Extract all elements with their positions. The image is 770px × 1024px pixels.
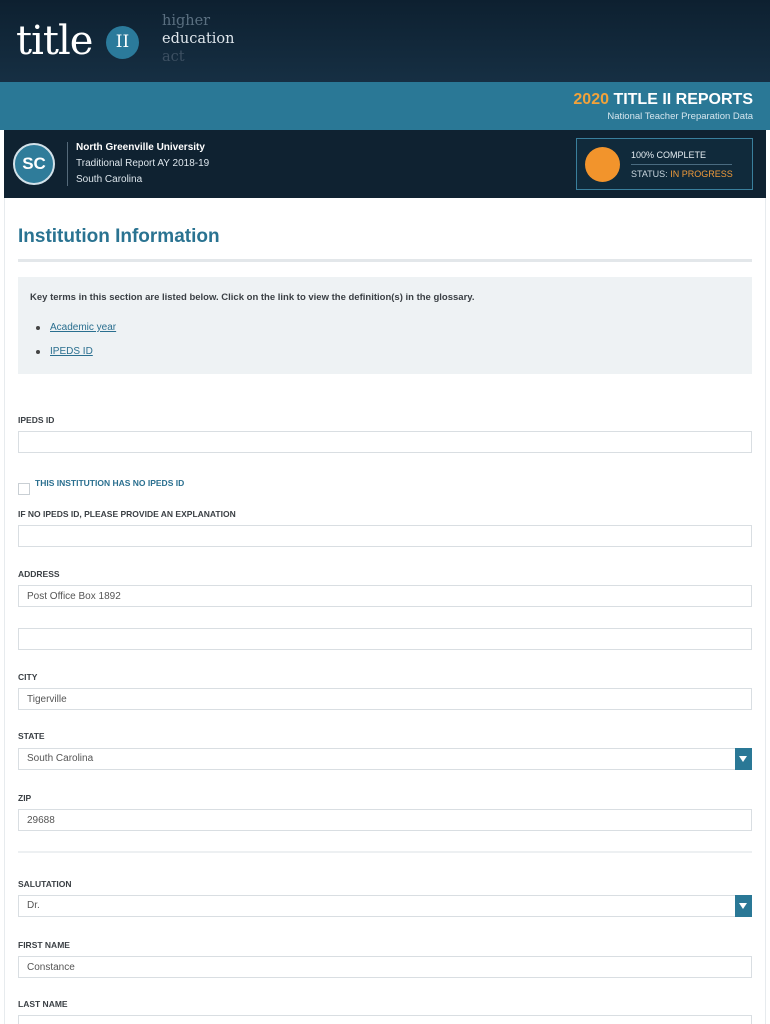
no-ipeds-checkbox-label[interactable]: THIS INSTITUTION HAS NO IPEDS ID [35, 478, 185, 488]
zip-label: ZIP [18, 793, 32, 803]
city-input[interactable] [18, 688, 752, 710]
divider [67, 142, 68, 186]
institution-name: North Greenville University [76, 142, 205, 153]
logo-subtitle [162, 12, 235, 66]
status-text [631, 169, 733, 179]
city-label: CITY [18, 672, 38, 682]
salutation-select-value: Dr. [27, 900, 40, 911]
section-divider [18, 851, 752, 853]
logo-wordmark[interactable]: title [16, 18, 93, 64]
glossary-link-academic-year[interactable]: Academic year [50, 322, 117, 333]
status-box [576, 138, 753, 190]
address-label: ADDRESS [18, 569, 60, 579]
status-divider [631, 164, 732, 165]
salutation-label: SALUTATION [18, 879, 72, 889]
chevron-down-icon[interactable] [735, 895, 752, 917]
glossary-link-ipeds-id[interactable]: IPEDS ID [50, 346, 93, 357]
progress-indicator-icon [585, 147, 620, 182]
title-divider [18, 259, 752, 262]
institution-bar [4, 130, 766, 198]
status-prefix: STATUS: [631, 169, 668, 179]
salutation-select[interactable] [18, 895, 752, 917]
logo-sub-line-2: education [162, 31, 235, 47]
address-line2-input[interactable] [18, 628, 752, 650]
address-line1-input[interactable] [18, 585, 752, 607]
chevron-down-icon[interactable] [735, 748, 752, 770]
first-name-label: FIRST NAME [18, 940, 70, 950]
state-select-value: South Carolina [27, 753, 94, 764]
report-banner [0, 82, 770, 130]
institution-state: South Carolina [76, 174, 143, 185]
institution-info [76, 140, 209, 188]
report-type: Traditional Report AY 2018-19 [76, 158, 210, 169]
list-item [36, 321, 116, 345]
no-ipeds-explanation-input[interactable] [18, 525, 752, 547]
first-name-input[interactable] [18, 956, 752, 978]
state-badge: SC [13, 143, 55, 185]
zip-input[interactable] [18, 809, 752, 831]
no-ipeds-checkbox[interactable] [18, 483, 30, 495]
section-title: Institution Information [18, 226, 220, 247]
report-year: 2020 [573, 91, 609, 108]
state-select[interactable] [18, 748, 752, 770]
last-name-label: LAST NAME [18, 999, 68, 1009]
ipeds-id-input[interactable] [18, 431, 752, 453]
logo-sub-line-1: higher [162, 13, 211, 29]
logo-numeral-badge: II [106, 26, 139, 59]
no-ipeds-explanation-label: IF NO IPEDS ID, PLEASE PROVIDE AN EXPLANATION [18, 509, 236, 519]
status-value: IN PROGRESS [670, 169, 733, 179]
report-title-text: TITLE II REPORTS [613, 91, 753, 108]
site-header [0, 0, 770, 82]
logo-sub-line-3: act [162, 49, 185, 65]
state-label: STATE [18, 731, 45, 741]
report-title [573, 91, 753, 109]
completion-percent: 100% COMPLETE [631, 150, 707, 160]
last-name-input[interactable] [18, 1015, 752, 1024]
key-terms-intro: Key terms in this section are listed below. Click on the link to view the definition(s) in the glossary. [30, 292, 475, 303]
key-terms-box [18, 277, 752, 374]
ipeds-id-label: IPEDS ID [18, 415, 55, 425]
list-item [36, 345, 116, 369]
report-subtitle: National Teacher Preparation Data [607, 111, 753, 122]
key-terms-list [36, 321, 116, 369]
